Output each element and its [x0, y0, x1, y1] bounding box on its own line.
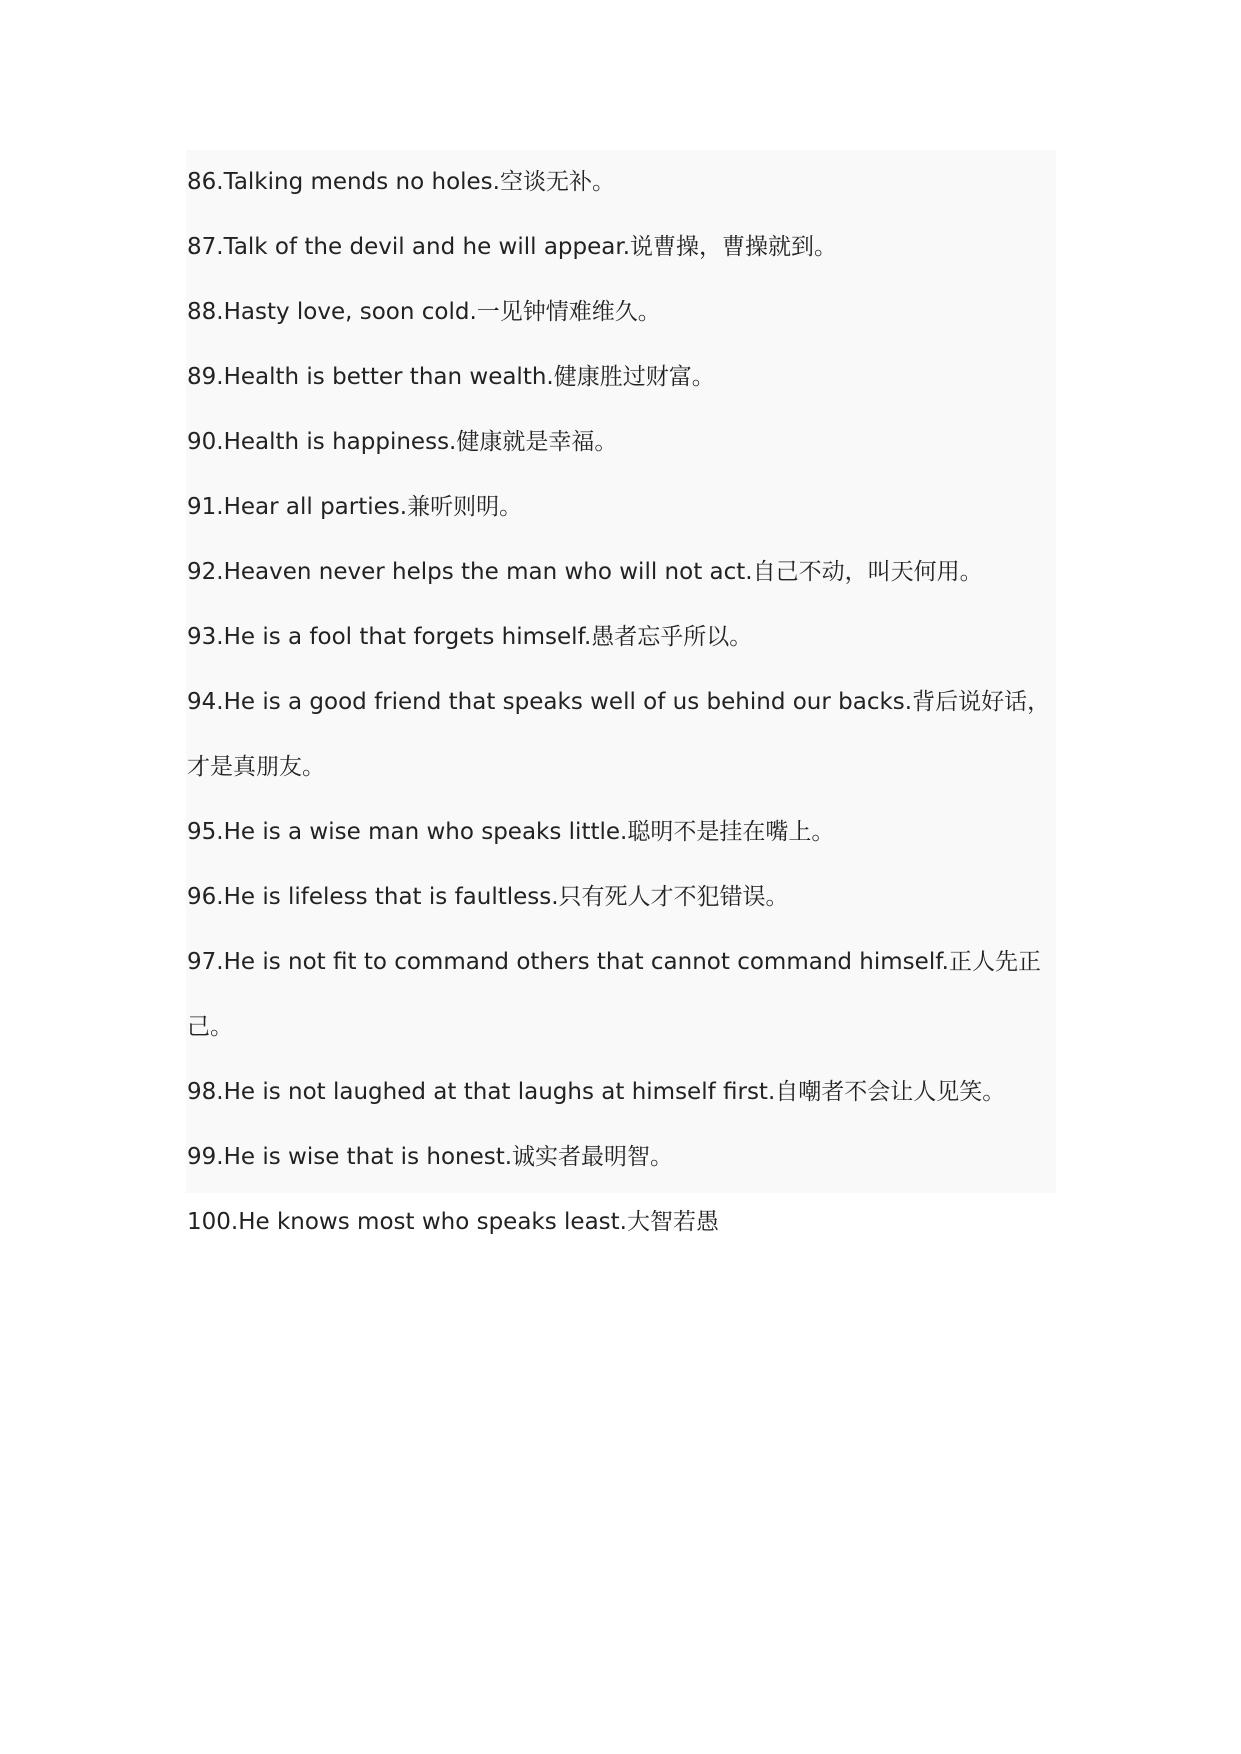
proverb-98: 98.He is not laughed at that laughs at himself first.自嘲者不会让人见笑。: [187, 1079, 1006, 1105]
proverb-91: 91.Hear all parties.兼听则明。: [187, 494, 523, 520]
proverb-99: 99.He is wise that is honest.诚实者最明智。: [187, 1144, 674, 1170]
proverb-list: [187, 150, 1067, 1255]
proverb-86: 86.Talking mends no holes.空谈无补。: [187, 169, 615, 195]
proverb-100: 100.He knows most who speaks least.大智若愚: [187, 1209, 719, 1235]
proverb-87: 87.Talk of the devil and he will appear.说曹操，曹操就到。: [187, 234, 838, 260]
proverb-92: 92.Heaven never helps the man who will not act.自己不动，叫天何用。: [187, 559, 983, 585]
proverb-90: 90.Health is happiness.健康就是幸福。: [187, 429, 618, 455]
proverb-94: 94.He is a good friend that speaks well of us behind our backs.背后说好话，才是真朋友。: [187, 689, 1051, 780]
proverb-97: 97.He is not fit to command others that cannot command himself.正人先正己。: [187, 949, 1041, 1040]
proverb-96: 96.He is lifeless that is faultless.只有死人才不犯错误。: [187, 884, 789, 910]
proverb-95: 95.He is a wise man who speaks little.聪明不是挂在嘴上。: [187, 819, 835, 845]
proverb-89: 89.Health is better than wealth.健康胜过财富。: [187, 364, 715, 390]
proverb-93: 93.He is a fool that forgets himself.愚者忘乎所以。: [187, 624, 753, 650]
proverb-88: 88.Hasty love, soon cold.一见钟情难维久。: [187, 299, 661, 325]
